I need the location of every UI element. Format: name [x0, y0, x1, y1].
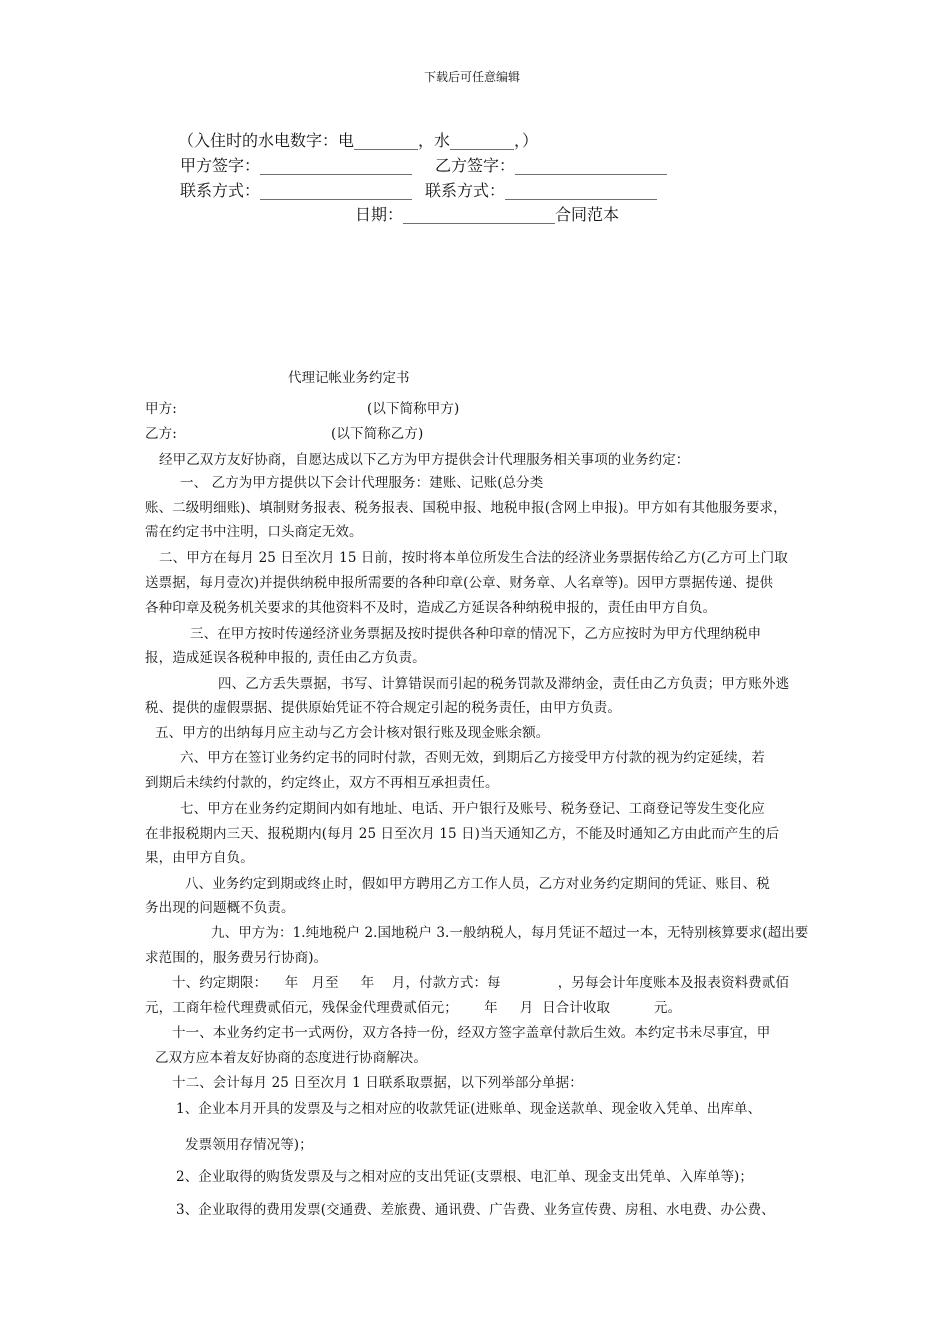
clause-10: 元，工商年检代理费贰佰元，残保金代理费贰佰元； 年 月 日合计收取 元。: [145, 1000, 682, 1016]
party-a-label: 甲方:: [145, 401, 177, 417]
party-b-contact: 联系方式：___________________: [425, 181, 658, 200]
clause-3: 三、在甲方按时传递经济业务票据及按时提供各种印章的情况下，乙方应按时为甲方代理纳税申: [190, 626, 762, 642]
clause-12: 十二、会计每月 25 日至次月 1 日联系取票据，以下列举部分单据：: [172, 1075, 583, 1091]
clause-2: 送票据，每月壹次)并提供纳税申报所需要的各种印章(公章、财务章、人名章等)。因甲方票据传递、提供: [145, 575, 774, 591]
clause-1: 账、二级明细账)、填制财务报表、税务报表、国税申报、地税申报(含网上申报)。甲方如有其他服务要求，: [145, 500, 787, 516]
clause-4: 税、提供的虚假票据、提供原始凭证不符合规定引起的税务责任，由甲方负责。: [145, 700, 621, 716]
clause-2: 二、甲方在每月 25 日至次月 15 日前，按时将本单位所发生合法的经济业务票据传给乙方(乙方可上门取: [159, 550, 788, 566]
list-item: 3、企业取得的费用发票(交通费、差旅费、通讯费、广告费、业务宣传费、房租、水电费、办公费、: [176, 1202, 775, 1218]
clause-7: 在非报税期内三天、报税期内(每月 25 日至次月 15 日)当天通知乙方，不能及时通知乙方由此而产生的后: [145, 826, 780, 842]
clause-6: 六、甲方在签订业务约定书的同时付款，否则无效，到期后乙方接受甲方付款的视为约定延续，若: [180, 750, 765, 766]
party-b-signature: 乙方签字：___________________: [435, 156, 668, 175]
list-item: 1、企业本月开具的发票及与之相对应的收款凭证(进账单、现金送款单、现金收入凭单、出库单、: [176, 1101, 762, 1117]
clause-11: 十一、本业务约定书一式两份，双方各持一份，经双方签字盖章付款后生效。本约定书未尽事宜，甲: [172, 1025, 771, 1041]
clause-10: 十、约定期限： 年 月至 年 月，付款方式：每 ，另每会计年度账本及报表资料费贰佰: [172, 975, 789, 991]
contract-title: 代理记帐业务约定书: [288, 370, 410, 386]
list-item: 发票领用存情况等)；: [185, 1137, 313, 1153]
clause-8: 八、业务约定到期或终止时，假如甲方聘用乙方工作人员，乙方对业务约定期间的凭证、账目、税: [185, 876, 770, 892]
clause-1: 一、 乙方为甲方提供以下会计代理服务：建账、记账(总分类: [180, 475, 544, 491]
clause-5: 五、甲方的出纳每月应主动与乙方会计核对银行账及现金账余额。: [155, 725, 550, 741]
clause-11: 乙双方应本着友好协商的态度进行协商解决。: [155, 1050, 427, 1066]
date-line: 日期：___________________合同范本: [355, 205, 620, 224]
clause-4: 四、乙方丢失票据，书写、计算错误而引起的税务罚款及滞纳金，责任由乙方负责；甲方账外逃: [218, 676, 790, 692]
party-a-note: (以下简称甲方): [367, 401, 460, 417]
clause-7: 七、甲方在业务约定期间内如有地址、电话、开户银行及账号、税务登记、工商登记等发生变化应: [180, 801, 765, 817]
clause-1: 需在约定书中注明，口头商定无效。: [145, 524, 363, 540]
intro: 经甲乙双方友好协商，自愿达成以下乙方为甲方提供会计代理服务相关事项的业务约定：: [159, 452, 690, 468]
party-a-signature: 甲方签字：___________________: [180, 156, 413, 175]
clause-7: 果，由甲方自负。: [145, 850, 254, 866]
page-header: 下载后可任意编辑: [424, 70, 521, 84]
clause-6: 到期后未续约付款的，约定终止，双方不再相互承担责任。: [145, 775, 499, 791]
clause-2: 各种印章及税务机关要求的其他资料不及时，造成乙方延误各种纳税申报的，责任由甲方自负。: [145, 600, 717, 616]
utility-readings-line: （入住时的水电数字：电________，水________，）: [178, 131, 539, 150]
party-b-label: 乙方:: [145, 426, 177, 442]
clause-9: 九、甲方为：1.纯地税户 2.国地税户 3.一般纳税人，每月凭证不超过一本，无特别核算要求(超出要: [211, 925, 809, 941]
party-a-contact: 联系方式：___________________: [180, 181, 413, 200]
clause-8: 务出现的问题概不负责。: [145, 900, 295, 916]
party-b-note: (以下简称乙方): [331, 426, 424, 442]
list-item: 2、企业取得的购货发票及与之相对应的支出凭证(支票根、电汇单、现金支出凭单、入库单等)；: [176, 1169, 754, 1185]
clause-9: 求范围的，服务费另行协商)。: [145, 950, 328, 966]
clause-3: 报，造成延误各税种申报的, 责任由乙方负责。: [145, 650, 426, 666]
